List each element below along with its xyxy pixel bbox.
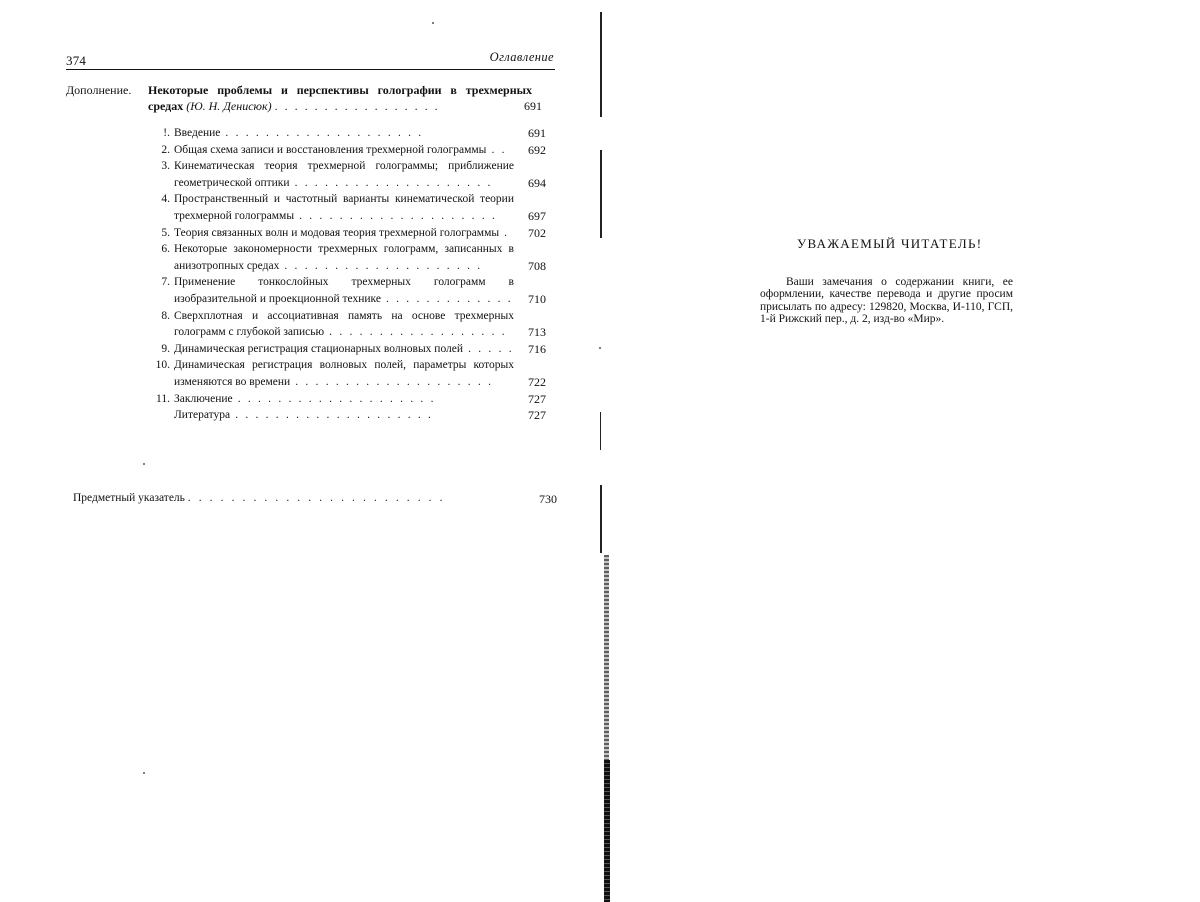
toc-item-number: !. bbox=[163, 127, 170, 139]
toc-item-title: Литература . . . . . . . . . . . . . . . . . . . . bbox=[174, 409, 434, 422]
toc-item-number: 5. bbox=[161, 226, 170, 239]
toc-item-number: 6. bbox=[161, 243, 170, 256]
index-title: Предметный указатель bbox=[73, 492, 185, 504]
toc-item-title: Общая схема записи и восстановления трехмерной голограммы . . bbox=[174, 143, 507, 156]
toc-item-page: 692 bbox=[528, 142, 546, 157]
toc-item-page: 691 bbox=[528, 126, 546, 140]
toc-item-title-text: Литература bbox=[174, 409, 231, 422]
toc-item-page: 716 bbox=[528, 341, 546, 356]
running-title: Оглавление bbox=[489, 50, 554, 64]
toc-item-title-text: Некоторые закономерности трехмерных голограмм, записанных в анизотропных средах bbox=[174, 243, 514, 272]
toc-item-page: 727 bbox=[528, 391, 546, 406]
header-rule bbox=[66, 69, 555, 70]
toc-item bbox=[150, 341, 560, 358]
toc-item-title: Введение . . . . . . . . . . . . . . . . . . . . bbox=[174, 127, 424, 139]
toc-item-page: 722 bbox=[528, 374, 546, 389]
toc-item bbox=[150, 191, 560, 224]
toc-item-title-text: Динамическая регистрация волновых полей, параметры которых изменяются во времени bbox=[174, 359, 514, 388]
toc-item-number: 8. bbox=[161, 309, 170, 322]
index-page: 730 bbox=[539, 492, 557, 506]
toc-item-number: 4. bbox=[161, 193, 170, 206]
toc-item bbox=[150, 125, 560, 142]
supplement-author: (Ю. Н. Денисюк) bbox=[186, 99, 272, 113]
toc-item-title-text: Заключение bbox=[174, 392, 233, 405]
toc-list bbox=[150, 125, 560, 424]
toc-item-title: Сверхплотная и ассоциативная память на основе трехмерных голограмм с глубокой записью . . . . . . . . . . . . . . . . . . bbox=[174, 309, 514, 339]
toc-item-title-text: Теория связанных волн и модовая теория трехмерной голограммы bbox=[174, 226, 500, 239]
toc-item-number: 11. bbox=[156, 392, 170, 405]
toc-item-title: Пространственный и частотный варианты кинематической теории трехмерной голограммы . . . . . . . . . . . . . . . . . . . . bbox=[174, 193, 514, 222]
toc-item-page: 713 bbox=[528, 325, 546, 340]
toc-item-title-text: Общая схема записи и восстановления трехмерной голограммы bbox=[174, 143, 487, 156]
toc-item-title: Динамическая регистрация стационарных волновых полей . . . . . bbox=[174, 342, 514, 355]
toc-item-title-text: Сверхплотная и ассоциативная память на основе трехмерных голограмм с глубокой записью bbox=[174, 309, 514, 339]
toc-item-title: Динамическая регистрация волновых полей, параметры которых изменяются во времени . . . . . . . . . . . . . . . . . . . . bbox=[174, 359, 514, 388]
toc-item-title: Теория связанных волн и модовая теория трехмерной голограммы . bbox=[174, 226, 510, 239]
supplement-title: Некоторые проблемы и перспективы голографии в трехмерных средах bbox=[148, 83, 532, 113]
toc-item bbox=[150, 357, 560, 390]
toc-item-title-text: Динамическая регистрация стационарных волновых полей bbox=[174, 342, 464, 355]
toc-item bbox=[150, 158, 560, 191]
toc-item-title-text: Кинематическая теория трехмерной голограммы; приближение геометрической оптики bbox=[174, 160, 514, 189]
toc-item-page: 727 bbox=[528, 408, 546, 423]
toc-item bbox=[150, 142, 560, 159]
gutter-line bbox=[600, 412, 601, 450]
toc-item-title-text: Применение тонкослойных трехмерных голограмм в изобразительной и проекционной технике bbox=[174, 276, 514, 305]
toc-item-number: 2. bbox=[161, 143, 170, 156]
supplement-page: 691 bbox=[524, 99, 542, 113]
toc-item-title: Кинематическая теория трехмерной голограммы; приближение геометрической оптики . . . . . . . . . . . . . . . . . . . . bbox=[174, 160, 514, 189]
toc-item bbox=[150, 241, 560, 274]
toc-item-page: 710 bbox=[528, 291, 546, 306]
toc-item-page: 702 bbox=[528, 225, 546, 240]
toc-item-title: Некоторые закономерности трехмерных голограмм, записанных в анизотропных средах . . . . . . . . . . . . . . . . . . . . bbox=[174, 243, 514, 272]
toc-item-page: 708 bbox=[528, 258, 546, 273]
toc-item bbox=[150, 274, 560, 307]
scan-speck bbox=[599, 347, 601, 349]
toc-item-page: 694 bbox=[528, 175, 546, 190]
toc-index-entry: Предметный указатель . . . . . . . . . . . . . . . . . . . . . . . . 730 bbox=[73, 492, 563, 504]
toc-item bbox=[150, 407, 560, 424]
toc-item-number: 10. bbox=[155, 359, 170, 372]
toc-item bbox=[150, 225, 560, 242]
page-number: 374 bbox=[66, 53, 87, 68]
toc-item-title-text: Введение bbox=[174, 127, 221, 139]
toc-item bbox=[150, 308, 560, 341]
toc-item-number: 7. bbox=[161, 276, 170, 289]
toc-item-page: 697 bbox=[528, 208, 546, 223]
toc-item bbox=[150, 391, 560, 408]
scan-speck bbox=[143, 463, 145, 465]
spine-edge bbox=[604, 760, 610, 902]
gutter-line bbox=[600, 485, 602, 553]
toc-item-title-text: Пространственный и частотный варианты кинематической теории трехмерной голограммы bbox=[174, 193, 514, 222]
reader-notice-body: Ваши замечания о содержании книги, ее оформлении, качестве перевода и другие просим присылать по адресу: 129820, Москва, И-110, ГСП, 1-й Рижский пер., д. 2, изд-во «Мир». bbox=[760, 276, 1013, 325]
toc-item-number: 3. bbox=[161, 160, 170, 173]
left-page bbox=[0, 0, 590, 902]
gutter-line bbox=[600, 12, 602, 117]
supplement-title-block: Некоторые проблемы и перспективы голографии в трехмерных средах (Ю. Н. Денисюк) . . . . . . . . . . . . . . . . . bbox=[148, 83, 532, 113]
toc-item-number: 9. bbox=[161, 342, 170, 355]
scan-speck bbox=[143, 772, 145, 774]
reader-notice-heading: УВАЖАЕМЫЙ ЧИТАТЕЛЬ! bbox=[797, 236, 983, 251]
scan-speck bbox=[432, 22, 434, 24]
gutter-line bbox=[600, 150, 602, 238]
toc-item-title: Заключение . . . . . . . . . . . . . . . . . . . . bbox=[174, 392, 436, 405]
supplement-label: Дополнение. bbox=[66, 83, 132, 97]
toc-item-title: Применение тонкослойных трехмерных голограмм в изобразительной и проекционной технике . . . . . . . . . . . . . bbox=[174, 276, 514, 305]
